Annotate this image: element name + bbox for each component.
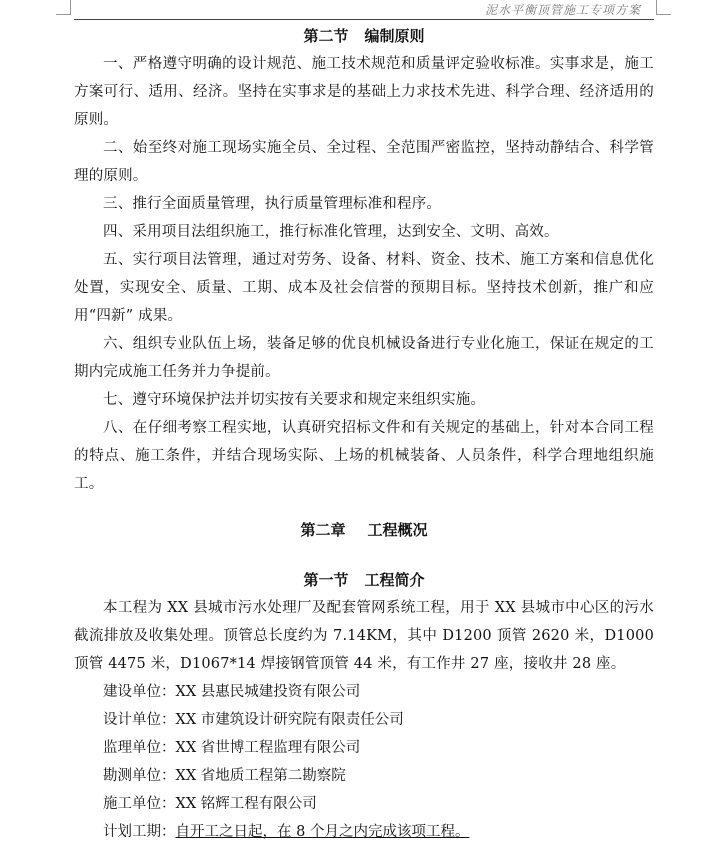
section-title: 工程简介: [364, 571, 425, 589]
unit-line-designer: 设计单位：XX 市建筑设计研究院有限责任公司: [103, 712, 404, 728]
paragraph: 五、实行项目法管理，通过对劳务、设备、材料、资金、技术、施工方案和信息优化处置，实现安全、质量、工期、成本及社会信誉的预期目标。坚持技术创新，推广和应用“四新” 成果。: [74, 252, 654, 324]
schedule-value: 自开工之日起，在 8 个月之内完成该项工程。: [175, 824, 470, 840]
section-title: 编制原则: [364, 27, 425, 45]
section-heading-principles: [74, 22, 654, 50]
section-number: 第二节: [303, 27, 349, 45]
paragraph: 六、组织专业队伍上场，装备足够的优良机械设备进行专业化施工，保证在规定的工期内完成施工任务并力争提前。: [74, 336, 654, 380]
paragraph: 一、严格遵守明确的设计规范、施工技术规范和质量评定验收标准。实事求是，施工方案可行、适用、经济。坚持在实事求是的基础上力求技术先进、科学合理、经济适用的原则。: [74, 56, 654, 128]
unit-line-supervisor: 监理单位：XX 省世博工程监理有限公司: [103, 740, 361, 756]
document-body: [74, 22, 654, 846]
header-rule: [74, 19, 654, 20]
project-intro: 本工程为 XX 县城市污水处理厂及配套管网系统工程，用于 XX 县城市中心区的污水截流排放及收集处理。顶管总长度约为 7.14KM，其中 D1200 顶管 2620 米，D1000 顶管 4475 米，D1067*14 焊接钢管顶管 44 米，有工作井 27 座，接收井 28 座。: [74, 600, 654, 672]
unit-line-survey: 勘测单位：XX 省地质工程第二勘察院: [103, 768, 346, 784]
spacer: [74, 498, 654, 516]
section-heading-overview: [74, 566, 654, 594]
chapter-title: 工程概况: [367, 521, 428, 539]
spacer: [74, 544, 654, 566]
crop-mark-left: [56, 0, 71, 15]
paragraph: 七、遵守环境保护法并切实按有关要求和规定来组织实施。: [103, 392, 486, 408]
chapter-number: 第二章: [300, 521, 346, 539]
unit-line-owner: 建设单位：XX 县惠民城建投资有限公司: [103, 684, 361, 700]
paragraph: 三、推行全面质量管理，执行质量管理标准和程序。: [103, 196, 442, 212]
paragraph: 二、始至终对施工现场实施全员、全过程、全范围严密监控，坚持动静结合、科学管理的原则。: [74, 140, 654, 184]
chapter-heading: [74, 516, 654, 544]
section-number: 第一节: [303, 571, 349, 589]
paragraph: 四、采用项目法组织施工，推行标准化管理，达到安全、文明、高效。: [103, 224, 559, 240]
schedule-line: 计划工期：自开工之日起，在 8 个月之内完成该项工程。: [103, 824, 470, 840]
unit-line-contractor: 施工单位：XX 铭辉工程有限公司: [103, 796, 317, 812]
crop-mark-right: [656, 0, 671, 15]
running-header: 泥水平衡顶管施工专项方案: [484, 3, 641, 17]
paragraph: 八、在仔细考察工程实地，认真研究招标文件和有关规定的基础上，针对本合同工程的特点、施工条件，并结合现场实际、上场的机械装备、人员条件，科学合理地组织施工。: [74, 420, 654, 492]
